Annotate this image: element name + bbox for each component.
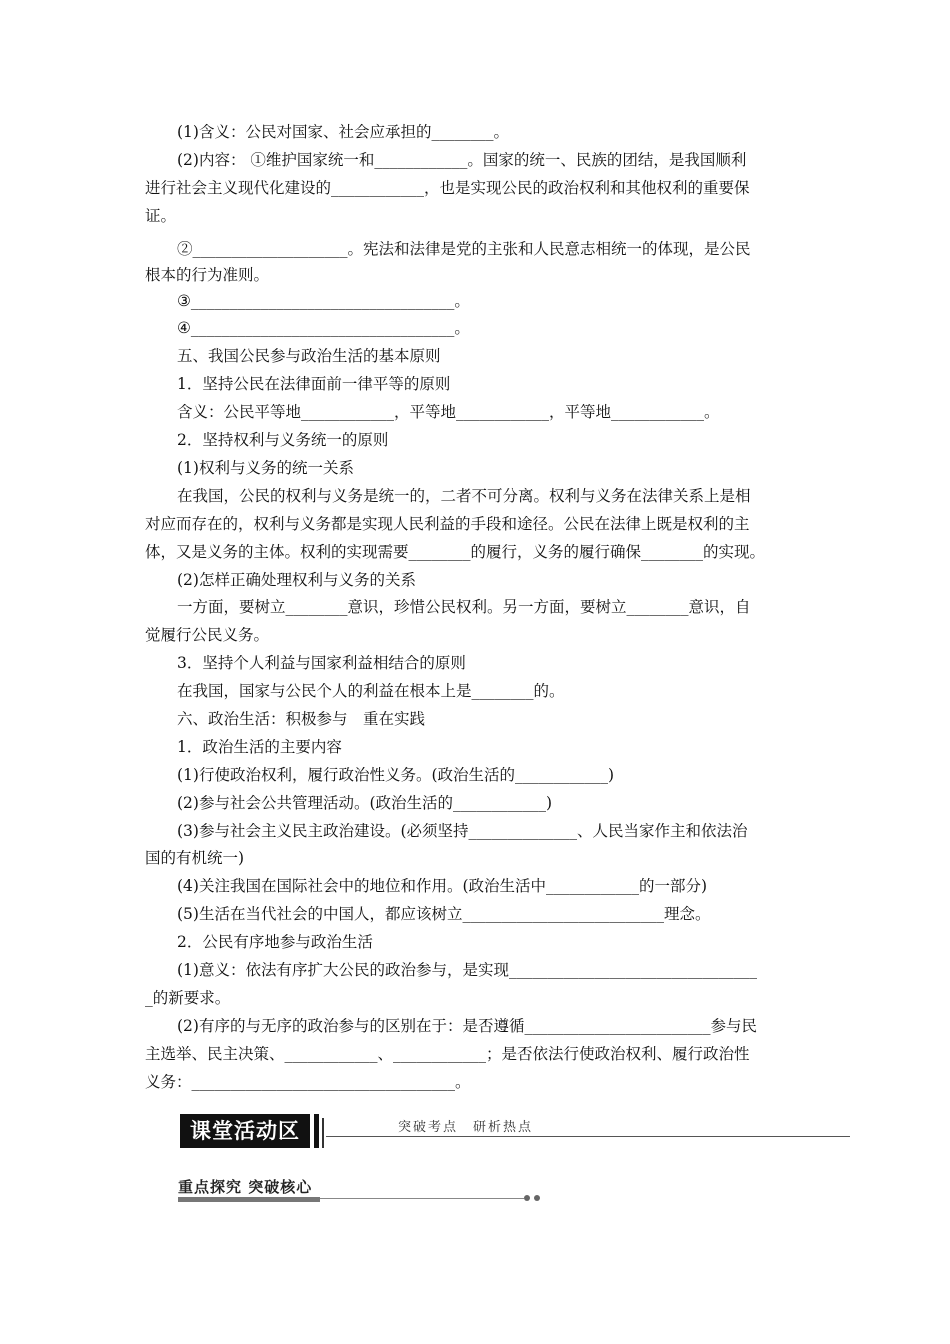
text-line: (2)参与社会公共管理活动。(政治生活的____________) — [177, 794, 553, 812]
text-line: 在我国，国家与公民个人的利益在根本上是________的。 — [177, 682, 565, 700]
subsection-heading: 1．坚持公民在法律面前一律平等的原则 — [177, 375, 451, 393]
subsection-underline-bar — [178, 1197, 320, 1202]
section-header-title: 课堂活动区 — [180, 1114, 310, 1148]
text-line: 体，又是义务的主体。权利的实现需要________的履行，义务的履行确保________的实现。 — [145, 543, 766, 561]
subsection-header-title: 重点探究 突破核心 — [178, 1178, 313, 1196]
text-line: 义务：__________________________________。 — [145, 1073, 471, 1091]
section-header-subtitle: 突破考点 研析热点 — [398, 1120, 534, 1135]
section-heading: 五、我国公民参与政治生活的基本原则 — [177, 347, 441, 365]
text-line: (1)意义：依法有序扩大公民的政治参与，是实现________________________________ — [177, 961, 757, 979]
subsection-heading: 1．政治生活的主要内容 — [177, 738, 342, 756]
text-line: ②____________________。宪法和法律是党的主张和人民意志相统一的体现，是公民 — [177, 240, 751, 258]
section-heading: 六、政治生活：积极参与 重在实践 — [177, 710, 426, 728]
text-line: (2)怎样正确处理权利与义务的关系 — [177, 571, 416, 589]
header-divider-bar — [314, 1114, 319, 1148]
text-line: 觉履行公民义务。 — [145, 626, 270, 644]
decorative-dot — [534, 1195, 540, 1201]
text-line: ④__________________________________。 — [177, 319, 470, 337]
text-line: 在我国，公民的权利与义务是统一的，二者不可分离。权利与义务在法律关系上是相 — [177, 487, 751, 505]
header-rule — [326, 1136, 850, 1137]
text-line: 一方面，要树立________意识，珍惜公民权利。另一方面，要树立________意识，自 — [177, 598, 751, 616]
text-line: 证。 — [145, 207, 177, 225]
decorative-dot — [524, 1195, 530, 1201]
text-line: (3)参与社会主义民主政治建设。(必须坚持______________、人民当家作主和依法治 — [177, 822, 748, 840]
text-line: (4)关注我国在国际社会中的地位和作用。(政治生活中____________的一部分) — [177, 877, 708, 895]
text-line: (1)含义：公民对国家、社会应承担的________。 — [177, 123, 509, 141]
subsection-rule — [320, 1198, 524, 1199]
subsection-heading: 2．坚持权利与义务统一的原则 — [177, 431, 389, 449]
text-line: 进行社会主义现代化建设的____________，也是实现公民的政治权利和其他权利的重要保 — [145, 179, 750, 197]
text-line: 国的有机统一) — [145, 849, 245, 867]
text-line: 含义：公民平等地____________，平等地____________，平等地____________。 — [177, 403, 720, 421]
text-line: (2)内容： ①维护国家统一和____________。国家的统一、民族的团结，是我国顺利 — [177, 151, 747, 169]
text-line: (1)权利与义务的统一关系 — [177, 459, 354, 477]
text-line: 对应而存在的，权利与义务都是实现人民利益的手段和途径。公民在法律上既是权利的主 — [145, 515, 750, 533]
text-line: (5)生活在当代社会的中国人，都应该树立__________________________理念。 — [177, 905, 711, 923]
text-line: (2)有序的与无序的政治参与的区别在于：是否遵循________________________参与民 — [177, 1017, 757, 1035]
key-exploration-header — [178, 1176, 548, 1206]
text-line: 根本的行为准则。 — [145, 266, 270, 284]
classroom-activity-header — [180, 1114, 850, 1150]
subsection-heading: 3．坚持个人利益与国家利益相结合的原则 — [177, 654, 466, 672]
text-line: ③__________________________________。 — [177, 292, 470, 310]
text-line: 主选举、民主决策、____________、____________；是否依法行使政治权利、履行政治性 — [145, 1045, 750, 1063]
text-line: (1)行使政治权利，履行政治性义务。(政治生活的____________) — [177, 766, 615, 784]
subsection-heading: 2．公民有序地参与政治生活 — [177, 933, 373, 951]
text-line: _的新要求。 — [145, 989, 231, 1007]
header-divider-bar — [322, 1118, 324, 1148]
